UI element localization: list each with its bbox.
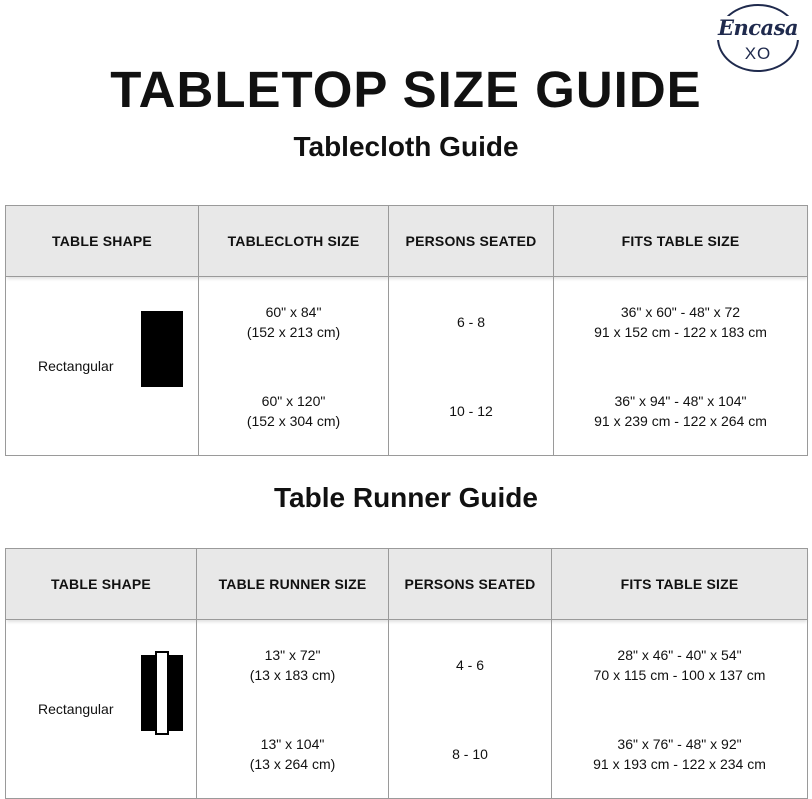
table-header-row (6, 549, 808, 620)
list-item (552, 645, 807, 685)
header-persons-seated: PERSONS SEATED (389, 206, 554, 277)
list-item (554, 391, 807, 431)
seated-cell (389, 277, 554, 456)
size-inches: 60" x 120" (261, 392, 326, 409)
table-row (6, 620, 808, 799)
seated-value: 10 - 12 (449, 402, 493, 419)
shape-label: Rectangular (38, 358, 114, 374)
size-cell (199, 277, 389, 456)
fits-inches: 36" x 94" - 48" x 104" (614, 392, 747, 409)
header-fits-table-size: FITS TABLE SIZE (552, 549, 808, 620)
size-cell (197, 620, 389, 799)
fits-inches: 36" x 60" - 48" x 72 (620, 303, 741, 320)
fits-cell (554, 277, 808, 456)
shape-cell (6, 620, 197, 799)
fits-inches: 36" x 76" - 48" x 92" (617, 735, 742, 752)
header-table-shape: TABLE SHAPE (6, 206, 199, 277)
logo-suffix-text: XO (744, 44, 772, 63)
tablecloth-table (5, 205, 808, 456)
fits-inches: 28" x 46" - 40" x 54" (617, 646, 742, 663)
table-header-row (6, 206, 808, 277)
list-item (554, 302, 807, 342)
fits-cm: 91 x 152 cm - 122 x 183 cm (594, 323, 767, 340)
page-title: TABLETOP SIZE GUIDE (110, 61, 702, 118)
size-cm: (13 x 183 cm) (249, 666, 336, 683)
table-runner-guide-title: Table Runner Guide (274, 482, 538, 513)
size-inches: 13" x 104" (260, 735, 325, 752)
seated-value: 6 - 8 (456, 313, 485, 330)
header-fits-table-size: FITS TABLE SIZE (554, 206, 808, 277)
size-cm: (152 x 304 cm) (246, 412, 341, 429)
list-item (199, 302, 388, 342)
table-runner-table (5, 548, 808, 799)
shape-cell (6, 277, 199, 456)
fits-cell (552, 620, 808, 799)
table-row (6, 277, 808, 456)
header-table-shape: TABLE SHAPE (6, 549, 197, 620)
list-item (552, 734, 807, 774)
seated-value: 4 - 6 (455, 656, 484, 673)
size-cm: (13 x 264 cm) (249, 755, 336, 772)
header-persons-seated: PERSONS SEATED (389, 549, 552, 620)
fits-cm: 70 x 115 cm - 100 x 137 cm (593, 666, 766, 683)
list-item (197, 734, 388, 774)
header-tablecloth-size: TABLECLOTH SIZE (199, 206, 389, 277)
table-runner-icon (155, 651, 169, 735)
size-inches: 13" x 72" (264, 646, 321, 663)
rectangular-table-icon (141, 311, 183, 387)
fits-cm: 91 x 239 cm - 122 x 264 cm (594, 412, 767, 429)
list-item (197, 645, 388, 685)
seated-value: 8 - 10 (452, 745, 488, 762)
tablecloth-guide-title: Tablecloth Guide (293, 131, 519, 162)
size-inches: 60" x 84" (265, 303, 322, 320)
logo-brand-text: Encasa (713, 16, 803, 40)
header-table-runner-size: TABLE RUNNER SIZE (197, 549, 389, 620)
shape-label: Rectangular (38, 701, 114, 717)
list-item (199, 391, 388, 431)
fits-cm: 91 x 193 cm - 122 x 234 cm (593, 755, 766, 772)
seated-cell (389, 620, 552, 799)
size-cm: (152 x 213 cm) (246, 323, 341, 340)
